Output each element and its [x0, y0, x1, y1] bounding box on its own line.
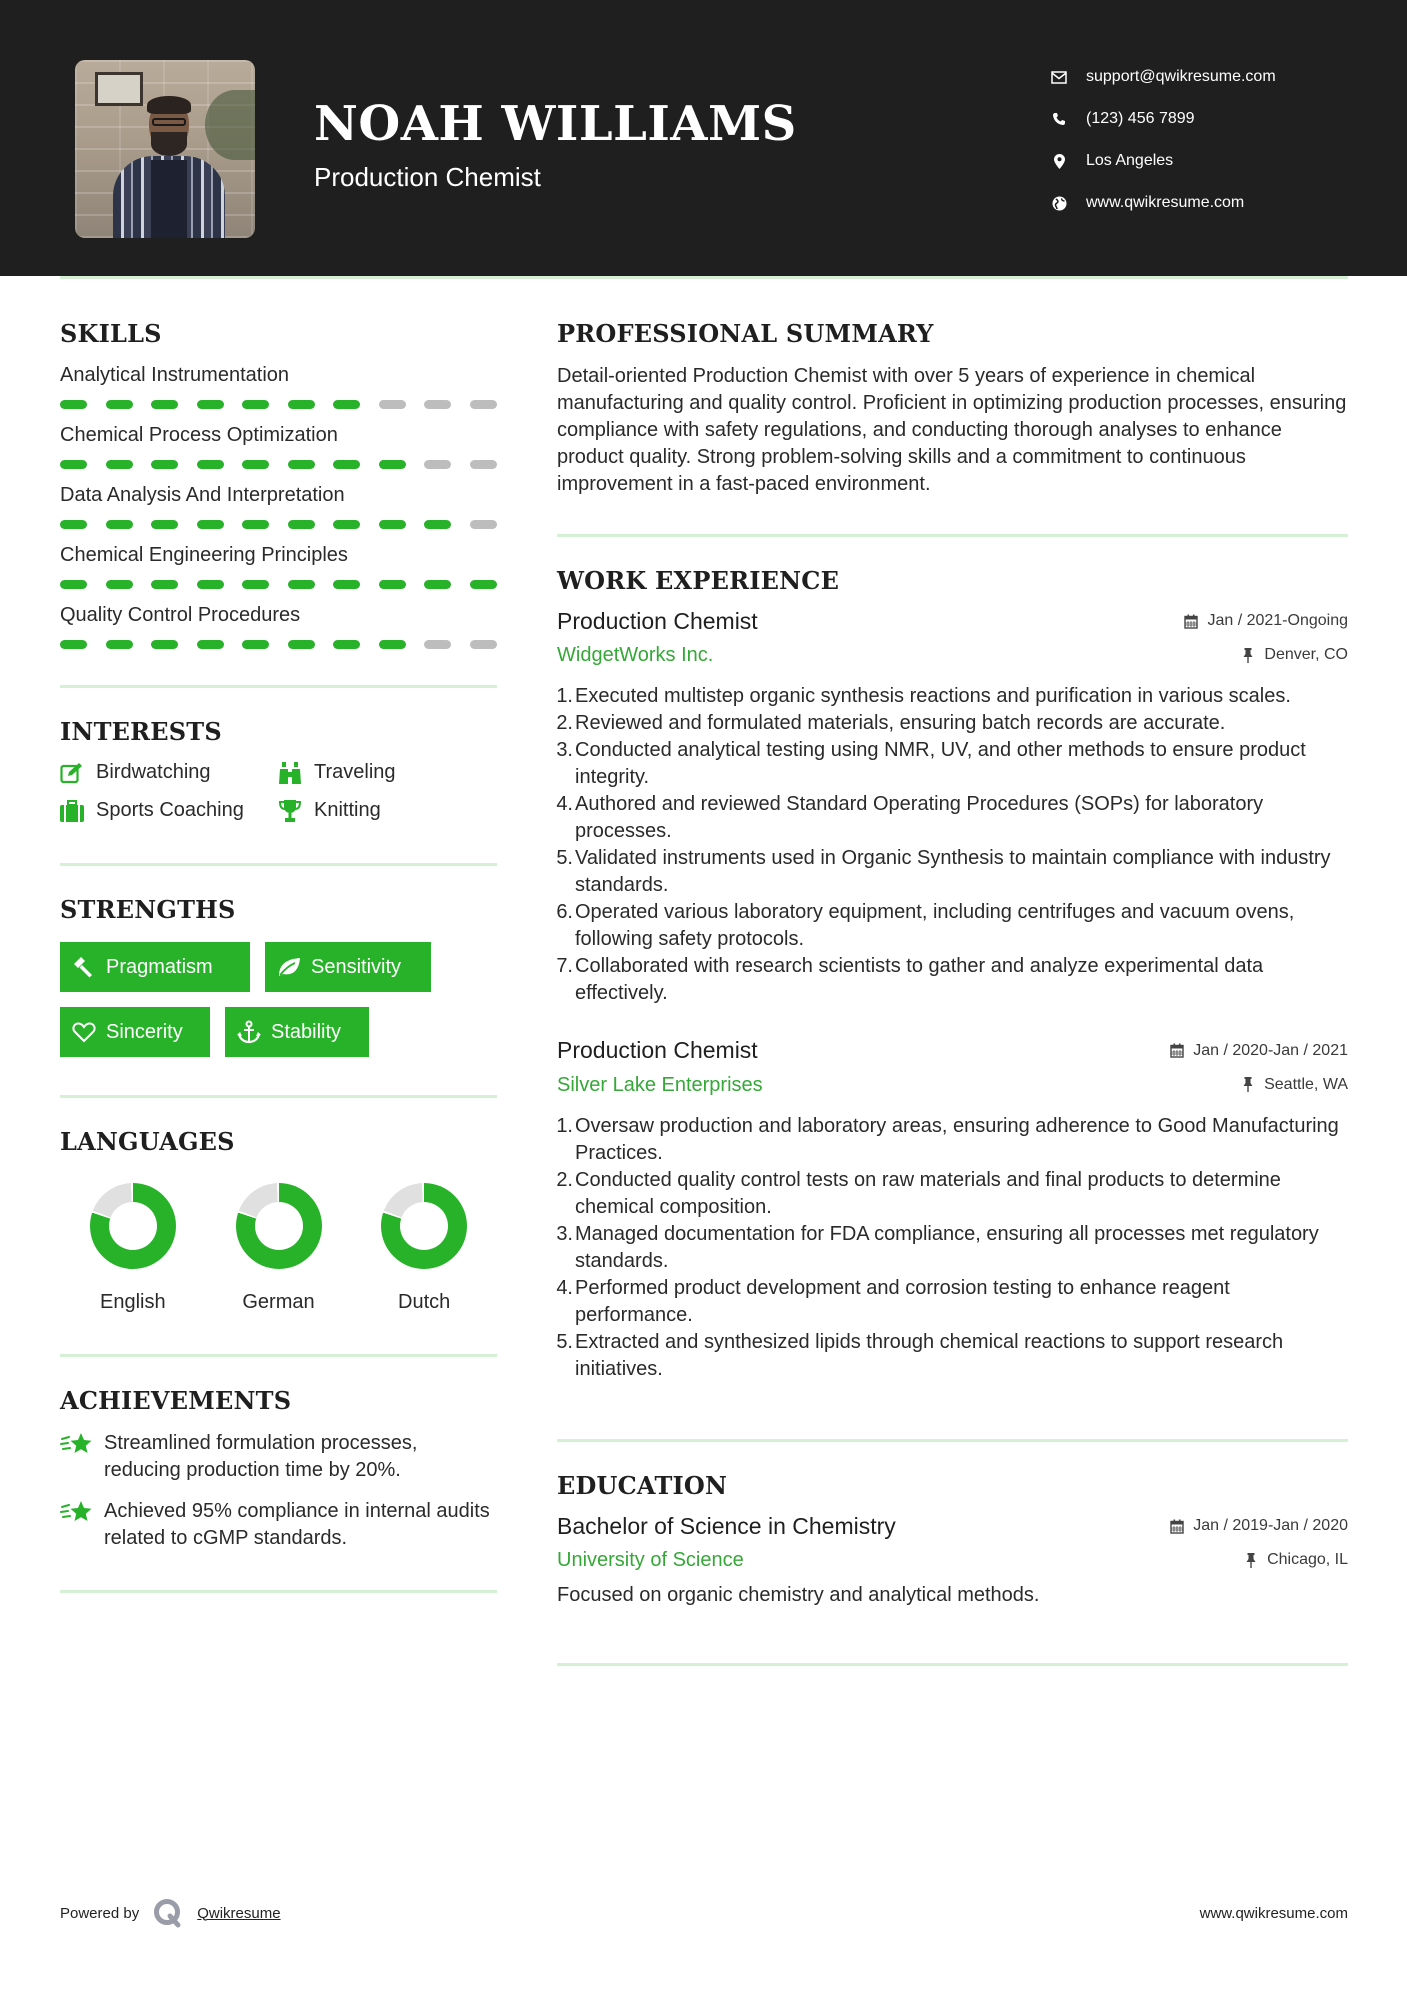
language-item	[206, 1183, 352, 1314]
rating-dot-filled	[106, 460, 133, 469]
rating-dot-filled	[60, 520, 87, 529]
summary-text: Detail-oriented Production Chemist with over 5 years of experience in chemical manufacturing and quality control. Proficient in optimizing production processes, ensuring compliance with safety regulations, and conducting thorough analyses to enhance product quality. Strong problem-solving skills and a commitment to continuous improvement in a fast-paced environment.	[557, 364, 1347, 495]
skill-name: Chemical Process Optimization	[60, 423, 338, 446]
skill-rating	[60, 520, 497, 529]
education-dates: Jan / 2019-Jan / 2020	[1169, 1517, 1348, 1535]
footer-website[interactable]: www.qwikresume.com	[1199, 1905, 1348, 1922]
skill-rating	[60, 640, 497, 649]
rating-dot-empty	[424, 460, 451, 469]
footer-powered-by: Powered by Qwikresume	[60, 1898, 281, 1928]
rating-dot-filled	[333, 640, 360, 649]
language-name: Dutch	[398, 1291, 451, 1314]
education-description: Focused on organic chemistry and analytical methods.	[557, 1584, 1040, 1607]
rating-dot-filled	[60, 640, 87, 649]
section-divider	[60, 685, 497, 688]
profile-photo	[75, 60, 255, 238]
rating-dot-filled	[424, 580, 451, 589]
rating-dot-filled	[106, 400, 133, 409]
strength-chip: Stability	[225, 1007, 369, 1057]
rating-dot-filled	[379, 640, 406, 649]
job-location: Seattle, WA	[1240, 1076, 1348, 1094]
degree-title: Bachelor of Science in Chemistry	[557, 1512, 896, 1539]
responsibility-item: 1. Executed multistep organic synthesis reactions and purification in various scales.	[556, 685, 1291, 708]
contact-website[interactable]: www.qwikresume.com	[1048, 182, 1276, 224]
rating-dot-filled	[470, 580, 497, 589]
rating-dot-filled	[288, 640, 315, 649]
skill-rating	[60, 400, 497, 409]
rating-dot-filled	[197, 400, 224, 409]
section-divider	[60, 1354, 497, 1357]
job-responsibilities	[557, 1113, 1348, 1383]
resume-header	[0, 0, 1407, 276]
strengths-section	[60, 896, 497, 1058]
skill-rating	[60, 460, 497, 469]
rating-dot-empty	[379, 400, 406, 409]
rating-dot-filled	[151, 640, 178, 649]
rating-dot-filled	[288, 460, 315, 469]
rating-dot-filled	[151, 520, 178, 529]
rating-dot-empty	[470, 640, 497, 649]
education-section	[557, 1472, 1348, 1607]
language-proficiency-donut	[381, 1183, 467, 1269]
summary-section	[557, 320, 1348, 498]
responsibility-item: 2. Conducted quality control tests on raw materials and final products to determine chemical composition.	[556, 1168, 1281, 1218]
language-name: German	[242, 1291, 315, 1314]
job-dates: Jan / 2021-Ongoing	[1183, 612, 1348, 630]
left-column	[60, 320, 497, 1593]
rating-dot-filled	[151, 460, 178, 469]
rating-dot-empty	[470, 460, 497, 469]
qwikresume-link[interactable]: Qwikresume	[197, 1904, 281, 1922]
language-proficiency-donut	[236, 1183, 322, 1269]
section-title-strengths: STRENGTHS	[60, 894, 236, 924]
job-title: Production Chemist	[557, 607, 758, 634]
rating-dot-filled	[333, 400, 360, 409]
rating-dot-filled	[197, 460, 224, 469]
responsibility-item: 3. Managed documentation for FDA compliance, ensuring all processes met regulatory standards.	[556, 1222, 1319, 1272]
responsibility-item: 4. Performed product development and corrosion testing to enhance reagent performance.	[556, 1276, 1230, 1326]
company-name: Silver Lake Enterprises	[557, 1073, 763, 1096]
responsibility-item: 1. Oversaw production and laboratory areas, ensuring adherence to Good Manufacturing Practices.	[556, 1114, 1339, 1164]
globe-icon	[1048, 192, 1070, 214]
skill-item	[60, 423, 497, 469]
education-entry	[557, 1513, 1348, 1608]
section-divider	[557, 1439, 1348, 1442]
rating-dot-filled	[288, 580, 315, 589]
section-divider	[557, 1663, 1348, 1666]
job-title: Production Chemist	[557, 1037, 758, 1064]
section-divider	[60, 1590, 497, 1593]
rating-dot-filled	[424, 520, 451, 529]
skill-name: Analytical Instrumentation	[60, 363, 290, 386]
candidate-name: NOAH WILLIAMS	[314, 96, 797, 152]
languages-section	[60, 1128, 497, 1314]
qwikresume-logo-icon	[153, 1898, 183, 1928]
candidate-role: Production Chemist	[314, 162, 541, 192]
language-name: English	[100, 1291, 166, 1314]
rating-dot-filled	[242, 400, 269, 409]
rating-dot-filled	[60, 580, 87, 589]
calendar-icon	[1169, 1043, 1185, 1059]
skill-rating	[60, 580, 497, 589]
skills-section	[60, 320, 497, 649]
section-title-experience: WORK EXPERIENCE	[557, 565, 840, 595]
contact-email[interactable]: support@qwikresume.com	[1048, 56, 1276, 98]
interest-item: Traveling	[278, 761, 478, 785]
rating-dot-filled	[242, 580, 269, 589]
thumbtack-icon	[1240, 1077, 1256, 1093]
section-divider	[60, 863, 497, 866]
rating-dot-filled	[242, 460, 269, 469]
shooting-star-icon	[60, 1430, 94, 1460]
rating-dot-filled	[151, 580, 178, 589]
responsibility-item: 6. Operated various laboratory equipment, including centrifuges and vacuum ovens, following safety protocols.	[556, 901, 1295, 951]
skill-item	[60, 603, 497, 649]
rating-dot-empty	[424, 400, 451, 409]
skill-item	[60, 363, 497, 409]
contact-list	[1048, 56, 1276, 224]
rating-dot-filled	[379, 460, 406, 469]
company-name: WidgetWorks Inc.	[557, 644, 714, 667]
responsibility-item: 4. Authored and reviewed Standard Operating Procedures (SOPs) for laboratory processes.	[556, 793, 1264, 843]
shooting-star-icon	[60, 1498, 94, 1528]
rating-dot-filled	[242, 520, 269, 529]
rating-dot-filled	[106, 580, 133, 589]
phone-icon	[1048, 108, 1070, 130]
rating-dot-filled	[197, 580, 224, 589]
section-divider	[557, 534, 1348, 537]
interest-item: Sports Coaching	[60, 799, 278, 823]
responsibility-item: 3. Conducted analytical testing using NMR, UV, and other methods to ensure product integrity.	[556, 739, 1306, 789]
section-title-skills: SKILLS	[60, 319, 162, 348]
leaf-icon	[277, 955, 301, 979]
rating-dot-filled	[197, 520, 224, 529]
rating-dot-filled	[379, 520, 406, 529]
section-divider	[60, 1095, 497, 1098]
rating-dot-filled	[60, 400, 87, 409]
edit-icon	[60, 761, 84, 785]
contact-phone[interactable]: (123) 456 7899	[1048, 98, 1276, 140]
strength-chip: Pragmatism	[60, 942, 250, 992]
job-responsibilities	[557, 683, 1348, 1007]
rating-dot-filled	[106, 640, 133, 649]
envelope-icon	[1048, 66, 1070, 88]
responsibility-item: 5. Extracted and synthesized lipids through chemical reactions to support research initiatives.	[556, 1330, 1284, 1380]
strength-chip: Sensitivity	[265, 942, 431, 992]
rating-dot-filled	[60, 460, 87, 469]
rating-dot-empty	[424, 640, 451, 649]
responsibility-item: 7. Collaborated with research scientists to gather and analyze experimental data effectively.	[556, 955, 1264, 1005]
calendar-icon	[1183, 613, 1199, 629]
rating-dot-filled	[288, 400, 315, 409]
rating-dot-filled	[288, 520, 315, 529]
header-divider	[60, 276, 1348, 279]
rating-dot-filled	[333, 460, 360, 469]
gavel-icon	[72, 955, 96, 979]
school-name: University of Science	[557, 1549, 744, 1572]
thumbtack-icon	[1240, 647, 1256, 663]
job-dates: Jan / 2020-Jan / 2021	[1169, 1042, 1348, 1060]
responsibility-item: 2. Reviewed and formulated materials, ensuring batch records are accurate.	[556, 712, 1226, 735]
language-item	[60, 1183, 206, 1314]
binoculars-icon	[278, 761, 302, 785]
job-location: Denver, CO	[1240, 646, 1348, 664]
right-column	[557, 320, 1348, 1666]
job-entry	[557, 608, 1348, 1008]
interests-section	[60, 718, 497, 823]
achievements-section	[60, 1387, 497, 1552]
interest-item: Knitting	[278, 799, 478, 823]
calendar-icon	[1169, 1518, 1185, 1534]
rating-dot-empty	[470, 520, 497, 529]
rating-dot-filled	[242, 640, 269, 649]
anchor-icon	[237, 1020, 261, 1044]
skill-name: Quality Control Procedures	[60, 603, 301, 626]
rating-dot-filled	[379, 580, 406, 589]
rating-dot-filled	[151, 400, 178, 409]
section-title-interests: INTERESTS	[60, 716, 222, 746]
language-item	[351, 1183, 497, 1314]
responsibility-item: 5. Validated instruments used in Organic Synthesis to maintain compliance with industry standards.	[556, 847, 1331, 897]
interest-item: Birdwatching	[60, 761, 278, 785]
section-title-achievements: ACHIEVEMENTS	[60, 1386, 292, 1416]
section-title-languages: LANGUAGES	[60, 1127, 235, 1157]
section-title-education: EDUCATION	[557, 1470, 728, 1500]
job-entry	[557, 1037, 1348, 1383]
thumbtack-icon	[1243, 1552, 1259, 1568]
rating-dot-filled	[333, 520, 360, 529]
contact-location: Los Angeles	[1048, 140, 1276, 182]
education-location: Chicago, IL	[1243, 1551, 1348, 1569]
rating-dot-filled	[333, 580, 360, 589]
rating-dot-filled	[106, 520, 133, 529]
skill-item	[60, 543, 497, 589]
strength-chip: Sincerity	[60, 1007, 210, 1057]
rating-dot-empty	[470, 400, 497, 409]
trophy-icon	[278, 799, 302, 823]
section-title-summary: PROFESSIONAL SUMMARY	[557, 319, 934, 348]
heart-icon	[72, 1020, 96, 1044]
skill-item	[60, 483, 497, 529]
map-marker-icon	[1048, 150, 1070, 172]
experience-section	[557, 567, 1348, 1383]
rating-dot-filled	[197, 640, 224, 649]
suitcase-icon	[60, 799, 84, 823]
achievement-item: Achieved 95% compliance in internal audits related to cGMP standards.	[60, 1498, 497, 1552]
achievement-item: Streamlined formulation processes, reducing production time by 20%.	[60, 1430, 497, 1484]
skill-name: Chemical Engineering Principles	[60, 543, 348, 566]
language-proficiency-donut	[90, 1183, 176, 1269]
skill-name: Data Analysis And Interpretation	[60, 483, 345, 506]
